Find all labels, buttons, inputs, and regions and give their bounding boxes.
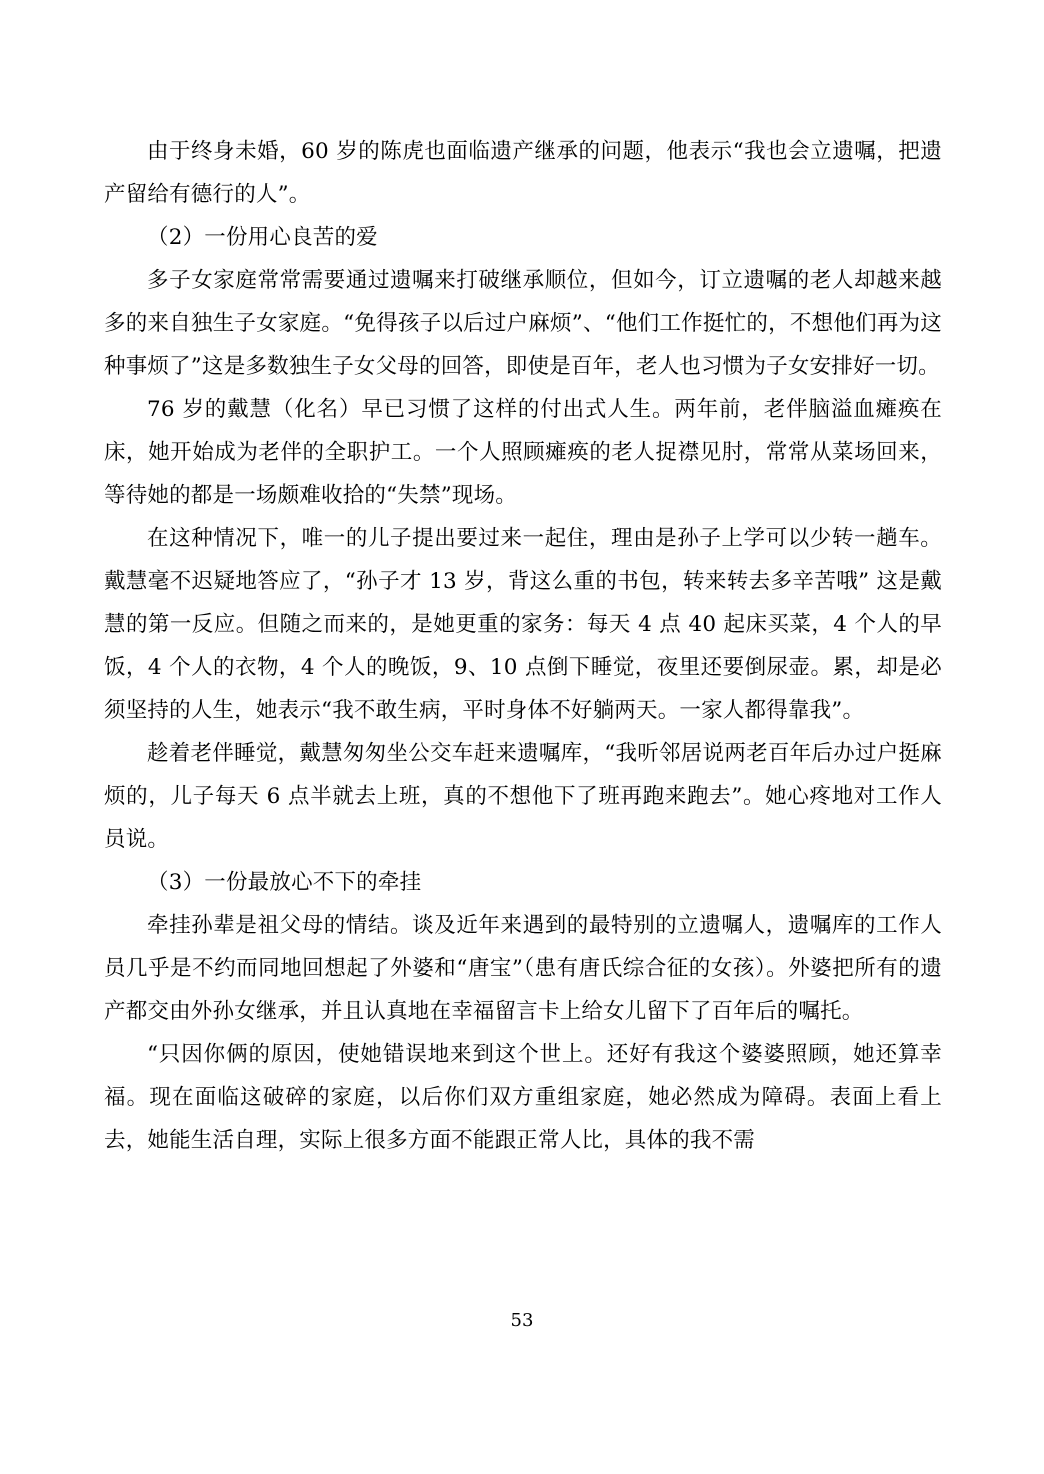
page-body <box>104 130 942 1162</box>
paragraph-7: （3）一份最放心不下的牵挂 <box>147 870 422 895</box>
paragraph-3: 多子女家庭常常需要通过遗嘱来打破继承顺位，但如今，订立遗嘱的老人却越来越多的来自独生子女家庭。“免得孩子以后过户麻烦”、“他们工作挺忙的，不想他们再为这种事烦了”这是多数独生子女父母的回答，即使是百年，老人也习惯为子女安排好一切。 <box>104 268 942 379</box>
page-number: 53 <box>510 1310 534 1331</box>
paragraph-5: 在这种情况下，唯一的儿子提出要过来一起住，理由是孙子上学可以少转一趟车。戴慧毫不迟疑地答应了，“孙子才 13 岁，背这么重的书包，转来转去多辛苦哦” 这是戴慧的第一反应。但随之而来的，是她更重的家务：每天 4 点 40 起床买菜，4 个人的早饭，4 个人的衣物，4 个人的晚饭，9、10 点倒下睡觉，夜里还要倒尿壶。累，却是必须坚持的人生，她表示“我不敢生病，平时身体不好躺两天。一家人都得靠我”。 <box>104 526 942 723</box>
paragraph-6: 趁着老伴睡觉，戴慧匆匆坐公交车赶来遗嘱库，“我听邻居说两老百年后办过户挺麻烦的，儿子每天 6 点半就去上班，真的不想他下了班再跑来跑去”。她心疼地对工作人员说。 <box>104 741 942 852</box>
paragraph-4: 76 岁的戴慧（化名）早已习惯了这样的付出式人生。两年前，老伴脑溢血瘫痪在床，她开始成为老伴的全职护工。一个人照顾瘫痪的老人捉襟见肘，常常从菜场回来，等待她的都是一场颇难收拾的“失禁”现场。 <box>104 397 942 508</box>
paragraph-1: 由于终身未婚，60 岁的陈虎也面临遗产继承的问题，他表示“我也会立遗嘱，把遗产留给有德行的人”。 <box>104 139 942 207</box>
paragraph-9: “只因你俩的原因，使她错误地来到这个世上。还好有我这个婆婆照顾，她还算幸福。现在面临这破碎的家庭，以后你们双方重组家庭，她必然成为障碍。表面上看上去，她能生活自理，实际上很多方面不能跟正常人比，具体的我不需 <box>104 1042 942 1153</box>
paragraph-2: （2）一份用心良苦的爱 <box>147 225 378 250</box>
paragraph-8: 牵挂孙辈是祖父母的情结。谈及近年来遇到的最特别的立遗嘱人，遗嘱库的工作人员几乎是不约而同地回想起了外婆和“唐宝”（患有唐氏综合征的女孩）。外婆把所有的遗产都交由外孙女继承，并且认真地在幸福留言卡上给女儿留下了百年后的嘱托。 <box>104 913 942 1024</box>
